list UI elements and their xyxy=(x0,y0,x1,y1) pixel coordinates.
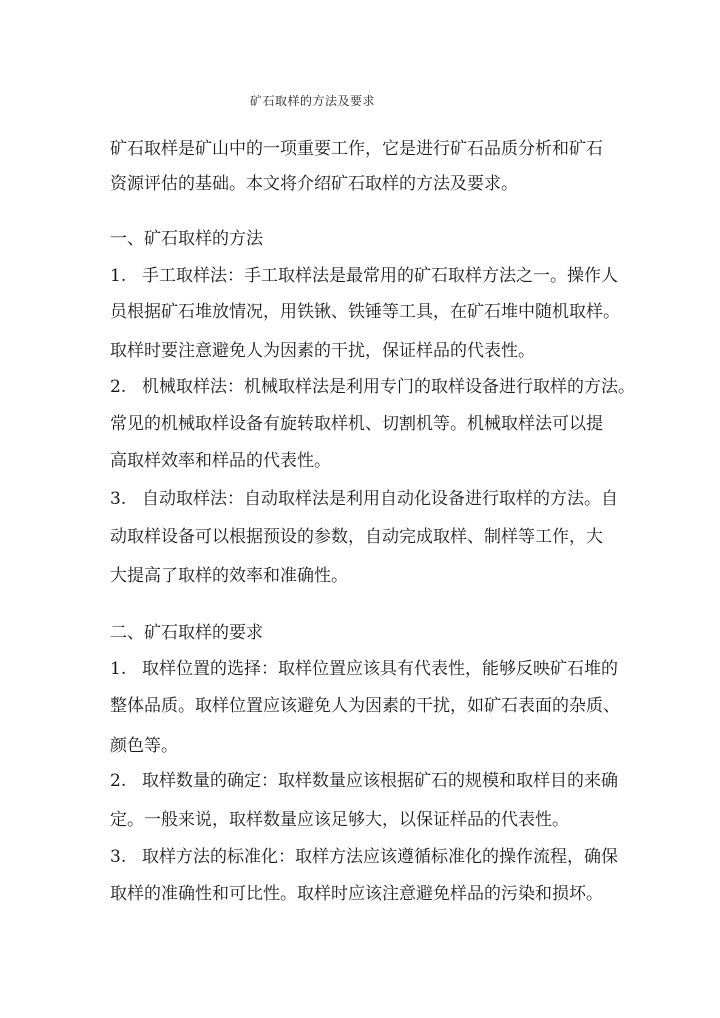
section1-item2-line3: 高取样效率和样品的代表性。 xyxy=(110,451,331,471)
section1-item3-line2: 动取样设备可以根据预设的参数，自动完成取样、制样等工作，大 xyxy=(110,527,603,547)
item-text: 机械取样法：机械取样法是利用专门的取样设备进行取样的方法。 xyxy=(142,377,635,397)
section2-item3-line2: 取样的准确性和可比性。取样时应该注意避免样品的污染和损坏。 xyxy=(110,884,603,904)
document-title: 矿石取样的方法及要求 xyxy=(250,94,376,108)
item-number: 3. xyxy=(110,847,127,867)
intro-line-2: 资源评估的基础。本文将介绍矿石取样的方法及要求。 xyxy=(110,174,518,194)
section1-item2-line1 xyxy=(110,377,635,397)
section2-item1-line3: 颜色等。 xyxy=(110,736,178,756)
section1-item3-line1 xyxy=(110,489,618,509)
item-text: 取样位置的选择：取样位置应该具有代表性，能够反映矿石堆的 xyxy=(142,659,618,679)
section2-item2-line1 xyxy=(110,771,618,791)
item-number: 1. xyxy=(110,266,127,286)
intro-line-1: 矿石取样是矿山中的一项重要工作，它是进行矿石品质分析和矿石 xyxy=(110,139,603,159)
item-text: 自动取样法：自动取样法是利用自动化设备进行取样的方法。自 xyxy=(142,489,618,509)
item-text: 取样方法的标准化：取样方法应该遵循标准化的操作流程，确保 xyxy=(142,847,618,867)
section2-heading: 二、矿石取样的要求 xyxy=(110,623,263,643)
section1-item3-line3: 大提高了取样的效率和准确性。 xyxy=(110,566,348,586)
section1-item1-line2: 员根据矿石堆放情况，用铁锹、铁锤等工具，在矿石堆中随机取样。 xyxy=(110,302,620,322)
section1-item1-line3: 取样时要注意避免人为因素的干扰，保证样品的代表性。 xyxy=(110,341,535,361)
section1-heading: 一、矿石取样的方法 xyxy=(110,229,263,249)
section2-item3-line1 xyxy=(110,847,618,867)
item-number: 3. xyxy=(110,489,127,509)
item-number: 1. xyxy=(110,659,127,679)
item-text: 取样数量的确定：取样数量应该根据矿石的规模和取样目的来确 xyxy=(142,771,618,791)
section1-item1-line1 xyxy=(110,266,618,286)
section2-item1-line2: 整体品质。取样位置应该避免人为因素的干扰，如矿石表面的杂质、 xyxy=(110,696,620,716)
section2-item2-line2: 定。一般来说，取样数量应该足够大，以保证样品的代表性。 xyxy=(110,810,569,830)
item-number: 2. xyxy=(110,771,127,791)
section2-item1-line1 xyxy=(110,659,618,679)
item-number: 2. xyxy=(110,377,127,397)
item-text: 手工取样法：手工取样法是最常用的矿石取样方法之一。操作人 xyxy=(142,266,618,286)
section1-item2-line2: 常见的机械取样设备有旋转取样机、切割机等。机械取样法可以提 xyxy=(110,414,603,434)
